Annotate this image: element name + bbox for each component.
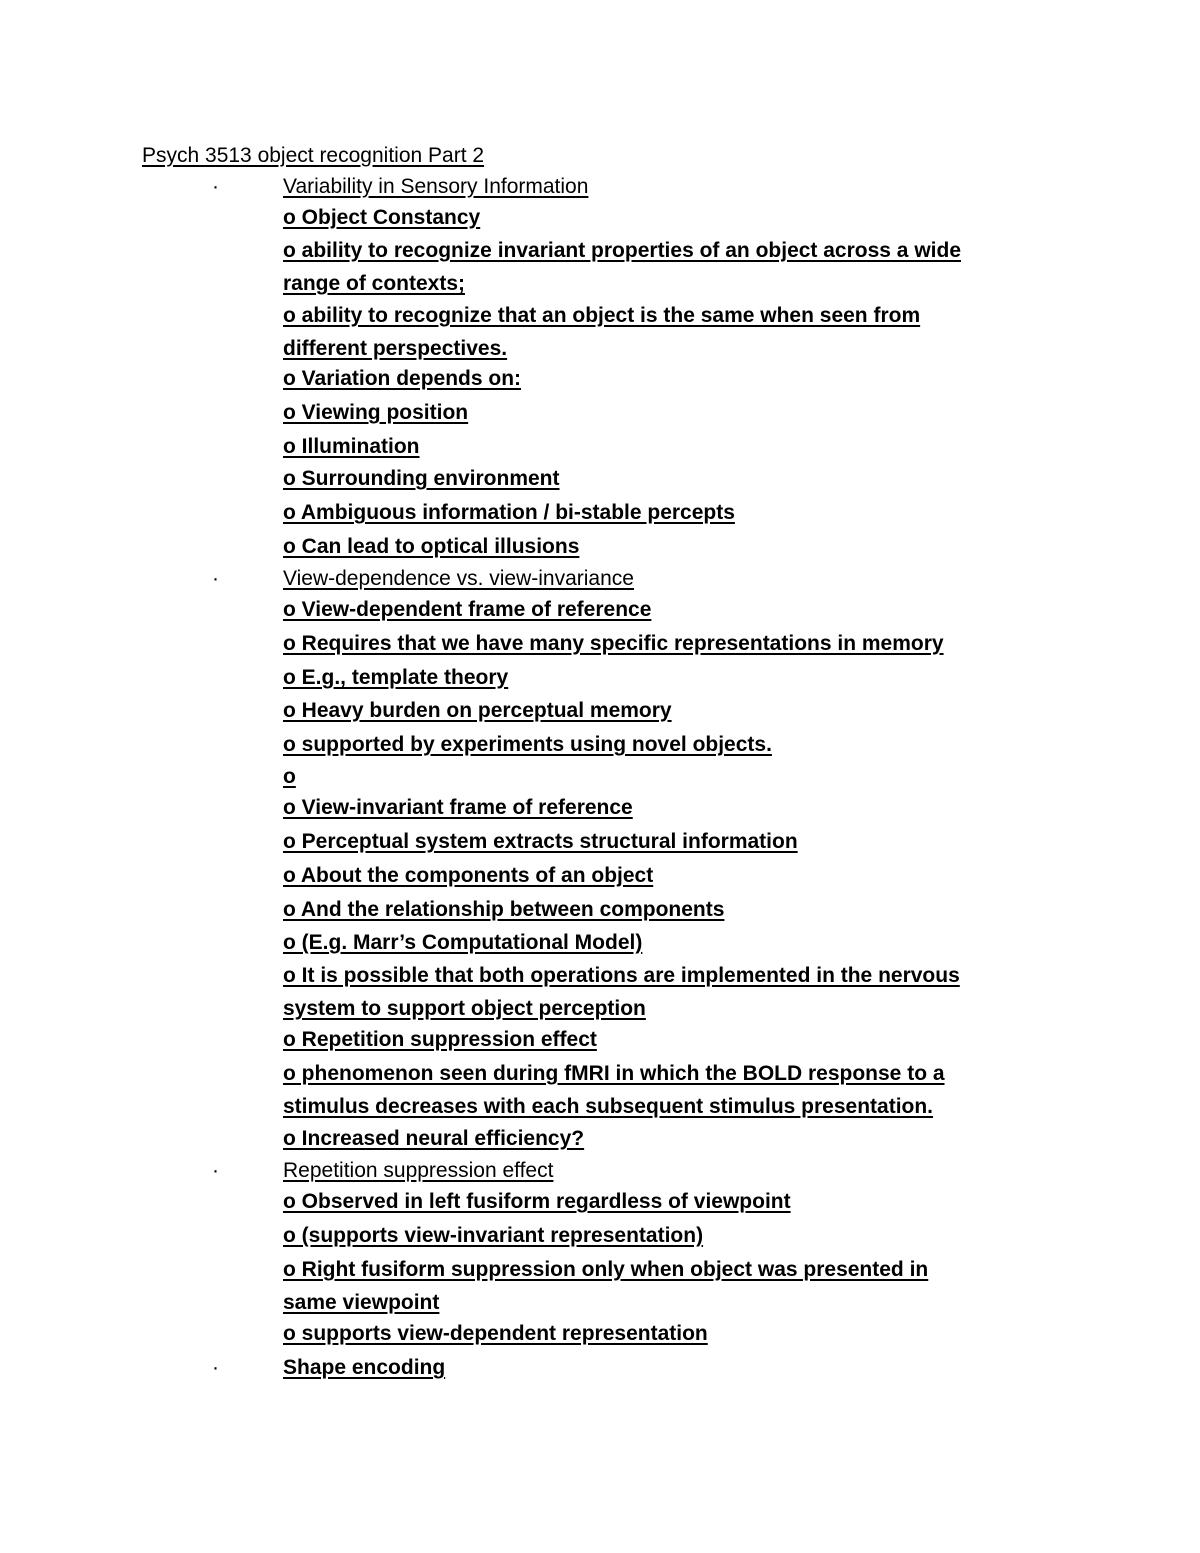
list-item: o Illumination [283, 435, 420, 458]
list-item: o Repetition suppression effect [283, 1028, 597, 1051]
list-item: o About the components of an object [283, 864, 654, 887]
list-item: o Object Constancy [283, 206, 481, 229]
list-item: stimulus decreases with each subsequent stimulus presentation. [283, 1095, 934, 1118]
section-heading-label: Repetition suppression effect [283, 1159, 554, 1182]
list-item: o [283, 765, 296, 788]
section-heading-repetition-suppression [212, 1158, 672, 1184]
bullet-dot-icon: · [212, 1159, 219, 1182]
list-item: o ability to recognize invariant properties of an object across a wide [283, 239, 961, 262]
list-item: o It is possible that both operations are implemented in the nervous [283, 964, 960, 987]
list-item: o E.g., template theory [283, 666, 509, 689]
document-title: Psych 3513 object recognition Part 2 [142, 144, 485, 167]
section-heading-label: View-dependence vs. view-invariance [283, 567, 634, 590]
section-heading-shape-encoding [212, 1355, 672, 1381]
list-item: o Observed in left fusiform regardless of viewpoint [283, 1190, 791, 1213]
list-item: range of contexts; [283, 272, 466, 295]
list-item: o Viewing position [283, 401, 469, 424]
list-item: o supports view-dependent representation [283, 1322, 708, 1345]
section-heading-label: Shape encoding [283, 1356, 446, 1379]
list-item: o ability to recognize that an object is the same when seen from [283, 304, 921, 327]
list-item: o Can lead to optical illusions [283, 535, 580, 558]
list-item: o Requires that we have many specific representations in memory [283, 632, 944, 655]
bullet-dot-icon: · [212, 567, 219, 590]
list-item: o Surrounding environment [283, 467, 560, 490]
list-item: system to support object perception [283, 997, 646, 1020]
list-item: o (E.g. Marr’s Computational Model) [283, 931, 643, 954]
list-item: o supported by experiments using novel objects. [283, 733, 772, 756]
list-item: o (supports view-invariant representation) [283, 1224, 704, 1247]
list-item: o View-invariant frame of reference [283, 796, 633, 819]
list-item: same viewpoint [283, 1291, 440, 1314]
list-item: o Variation depends on: [283, 367, 522, 390]
bullet-dot-icon: · [212, 175, 219, 198]
list-item: o Increased neural efficiency? [283, 1127, 585, 1150]
list-item: o View-dependent frame of reference [283, 598, 652, 621]
bullet-dot-icon: · [212, 1356, 219, 1379]
list-item: o Perceptual system extracts structural information [283, 830, 798, 853]
list-item: o Heavy burden on perceptual memory [283, 699, 672, 722]
list-item: o And the relationship between components [283, 898, 725, 921]
section-heading-view-dependence [212, 566, 672, 592]
section-heading-variability [212, 174, 672, 200]
list-item: o Right fusiform suppression only when object was presented in [283, 1258, 929, 1281]
list-item: o phenomenon seen during fMRI in which the BOLD response to a [283, 1062, 945, 1085]
section-heading-label: Variability in Sensory Information [283, 175, 589, 198]
list-item: different perspectives. [283, 337, 508, 360]
list-item: o Ambiguous information / bi-stable percepts [283, 501, 735, 524]
